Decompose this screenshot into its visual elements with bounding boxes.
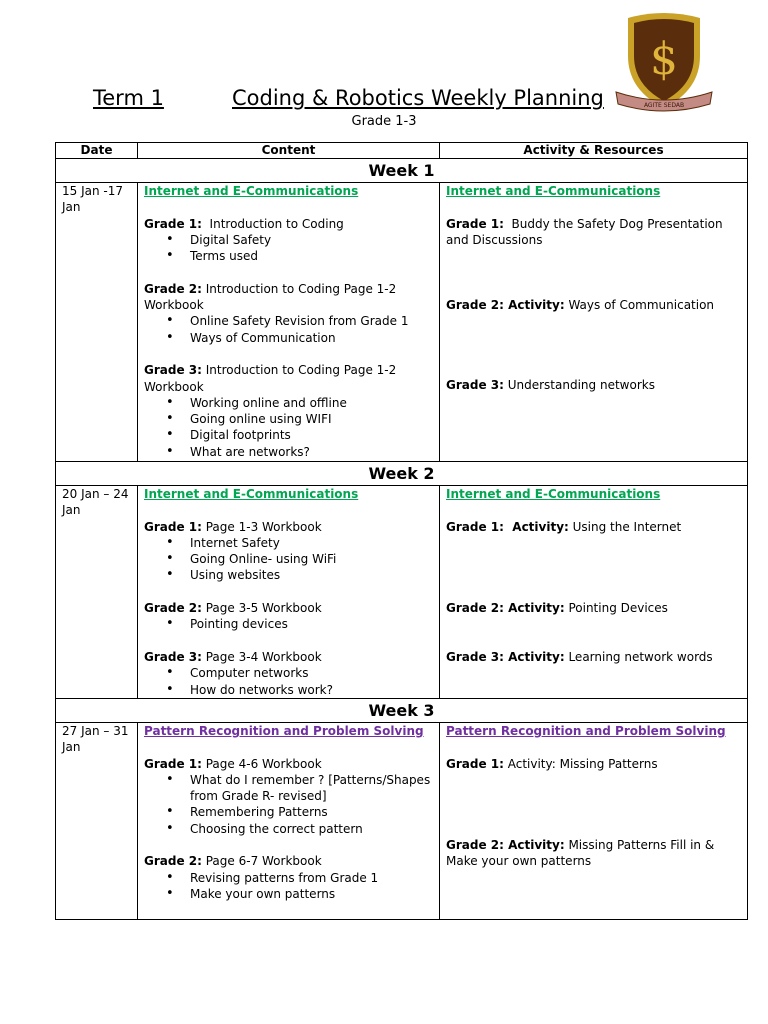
- bullet-list: [144, 232, 433, 265]
- week-header-row: [56, 699, 748, 723]
- grade-content-block: [144, 216, 433, 265]
- bullet-list: [144, 313, 433, 346]
- bullet-item: • What do I remember ? [Patterns/Shapes from Grade R- revised]: [190, 772, 433, 805]
- grade-label: Grade 1:: [144, 756, 202, 771]
- grade-label: Grade 2: Activity:: [446, 298, 565, 313]
- bullet-item: • Internet Safety: [190, 535, 433, 551]
- content-topic-heading: Internet and E-Communications: [144, 487, 359, 501]
- bullet-item: • Digital Safety: [190, 232, 433, 248]
- grade-activity-block: [446, 600, 741, 616]
- week-row: [56, 486, 748, 699]
- grade-description: Page 4-6 Workbook: [201, 756, 322, 771]
- bullet-item: • Working online and offline: [190, 395, 433, 411]
- bullet-item: • Going Online- using WiFi: [190, 551, 433, 567]
- grade-label: Grade 3:: [144, 649, 202, 664]
- grade-label: Grade 2:: [144, 601, 202, 616]
- activity-cell: [440, 486, 748, 699]
- bullet-list: [144, 395, 433, 460]
- bullet-item: • Digital footprints: [190, 427, 433, 443]
- grade-content-block: [144, 756, 433, 837]
- grade-label: Grade 2: Activity:: [446, 837, 565, 852]
- bullet-item: • Terms used: [190, 248, 433, 264]
- content-cell: [138, 723, 440, 920]
- bullet-item: • What are networks?: [190, 444, 433, 460]
- grade-label: Grade 3: Activity:: [446, 650, 565, 665]
- grade-content-block: [144, 853, 433, 902]
- grade-content-block: [144, 649, 433, 698]
- activity-description: Pointing Devices: [564, 600, 668, 615]
- grade-label: Grade 2:: [144, 854, 202, 869]
- date-cell: 20 Jan – 24 Jan: [56, 486, 138, 699]
- grade-label: Grade 1:: [446, 216, 504, 231]
- term-label: Term 1: [93, 86, 164, 110]
- activity-topic-heading: Internet and E-Communications: [446, 184, 661, 198]
- grade-label: Grade 1:: [144, 216, 202, 231]
- grade-activity-block: [446, 837, 741, 870]
- activity-description: Learning network words: [564, 650, 713, 665]
- header-date: Date: [56, 143, 138, 159]
- grade-content-block: [144, 519, 433, 584]
- activity-description: Buddy the Safety Dog Presentation and Discussions: [446, 216, 727, 247]
- page-title: Coding & Robotics Weekly Planning: [232, 86, 604, 110]
- date-cell: 15 Jan -17 Jan: [56, 183, 138, 462]
- activity-topic-heading: Internet and E-Communications: [446, 487, 661, 501]
- activity-description: Activity: Missing Patterns: [503, 756, 658, 771]
- grade-label: Grade 1:: [144, 519, 202, 534]
- grade-description: Page 1-3 Workbook: [201, 519, 322, 534]
- grade-activity-block: [446, 297, 741, 313]
- week-label: Week 3: [56, 699, 748, 723]
- bullet-item: • Computer networks: [190, 665, 433, 681]
- grade-activity-block: [446, 377, 741, 393]
- grade-label: Grade 3:: [446, 378, 504, 393]
- date-cell: 27 Jan – 31 Jan: [56, 723, 138, 920]
- content-topic-heading: Pattern Recognition and Problem Solving: [144, 724, 424, 738]
- grade-content-block: [144, 600, 433, 633]
- grade-label: Grade 1:: [446, 756, 504, 771]
- bullet-item: • How do networks work?: [190, 682, 433, 698]
- bullet-list: [144, 772, 433, 837]
- activity-description: Using the Internet: [568, 519, 682, 534]
- grade-activity-block: [446, 756, 741, 772]
- grade-label: Grade 2:: [144, 281, 202, 296]
- grade-description: Page 6-7 Workbook: [201, 854, 322, 869]
- grade-description: Introduction to Coding: [201, 216, 344, 231]
- header-content: Content: [138, 143, 440, 159]
- bullet-list: [144, 665, 433, 698]
- grade-label: Grade 1: Activity:: [446, 519, 569, 534]
- grade-description: Page 3-4 Workbook: [201, 649, 322, 664]
- content-cell: [138, 486, 440, 699]
- week-header-row: [56, 159, 748, 183]
- bullet-item: • Make your own patterns: [190, 886, 433, 902]
- grade-content-block: [144, 281, 433, 346]
- grade-description: Introduction to Coding Page 1-2 Workbook: [144, 363, 401, 394]
- activity-topic-heading: Pattern Recognition and Problem Solving: [446, 724, 726, 738]
- grade-label: Grade 2: Activity:: [446, 600, 565, 615]
- bullet-list: [144, 535, 433, 584]
- bullet-item: • Revising patterns from Grade 1: [190, 870, 433, 886]
- grade-activity-block: [446, 649, 741, 665]
- grade-range: Grade 1-3: [351, 114, 417, 129]
- bullet-item: • Remembering Patterns: [190, 804, 433, 820]
- bullet-item: • Pointing devices: [190, 616, 433, 632]
- content-topic-heading: Internet and E-Communications: [144, 184, 359, 198]
- activity-description: Ways of Communication: [564, 298, 715, 313]
- bullet-list: [144, 616, 433, 632]
- planning-table: [55, 142, 748, 920]
- svg-text:$: $: [650, 34, 678, 85]
- grade-description: Page 3-5 Workbook: [201, 601, 322, 616]
- activity-cell: [440, 723, 748, 920]
- bullet-item: • Ways of Communication: [190, 330, 433, 346]
- grade-description: Introduction to Coding Page 1-2 Workbook: [144, 281, 401, 313]
- bullet-item: • Using websites: [190, 567, 433, 583]
- activity-description: Missing Patterns Fill in & Make your own patterns: [446, 837, 719, 869]
- week-row: [56, 183, 748, 462]
- week-label: Week 2: [56, 462, 748, 486]
- week-row: [56, 723, 748, 920]
- header-activity: Activity & Resources: [440, 143, 748, 159]
- activity-cell: [440, 183, 748, 462]
- content-cell: [138, 183, 440, 462]
- week-header-row: [56, 462, 748, 486]
- bullet-item: • Choosing the correct pattern: [190, 821, 433, 837]
- grade-label: Grade 3:: [144, 363, 202, 378]
- grade-activity-block: [446, 216, 741, 249]
- school-crest-logo: [614, 12, 714, 114]
- bullet-list: [144, 870, 433, 903]
- grade-activity-block: [446, 519, 741, 535]
- bullet-item: • Online Safety Revision from Grade 1: [190, 313, 433, 329]
- svg-text:AGITE SEDAB: AGITE SEDAB: [643, 102, 685, 109]
- header-row: [56, 143, 748, 159]
- activity-description: Understanding networks: [503, 378, 655, 393]
- week-label: Week 1: [56, 159, 748, 183]
- grade-content-block: [144, 362, 433, 460]
- bullet-item: • Going online using WIFI: [190, 411, 433, 427]
